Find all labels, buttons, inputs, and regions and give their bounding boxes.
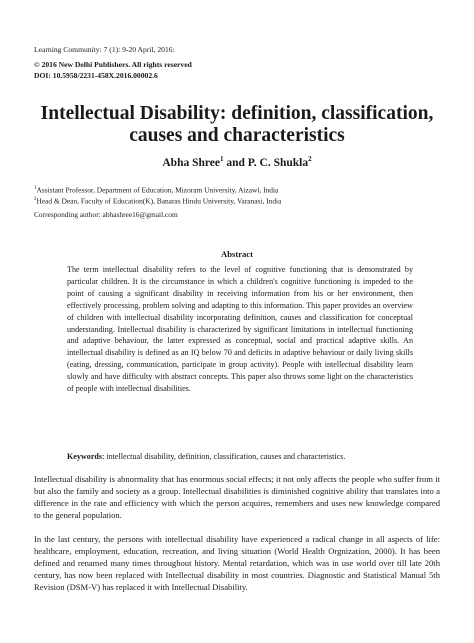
corresponding-author: Corresponding author: abhashree16@gmail.com [34,210,178,219]
title-line-2: causes and characteristics [129,125,345,146]
affiliation-1-mark: 1 [34,186,37,191]
body-paragraph-2: In the last century, the persons with intellectual disability have experienced a radical change in all aspects of life: healthcare, employment, education, recreation, and living situation (World Health Orgnization, 2000). It has been defined and renamed many times throughout history. Mental retardation, which was in use world over till late 20th century, has now been replaced with Intellectual disability in most countries. Diagnostic and Statistical Manual 5th Revision (DSM-V) has replaced it with Intellectual Disability. [34,534,440,592]
keywords [67,451,413,462]
affiliation-2-mark: 2 [34,197,37,202]
copyright-notice: © 2016 New Delhi Publishers. All rights reserved [34,60,192,69]
keywords-label: Keywords [67,452,103,461]
keywords-text: : intellectual disability, definition, classification, causes and characteristics. [102,452,346,461]
author-separator: and [223,156,248,169]
title-line-1: Intellectual Disability: definition, classification, [40,103,434,124]
affiliation-1-text: Assistant Professor, Department of Education, Mizoram University, Aizawl, India [36,185,279,195]
affiliation-2-text: Head & Dean, Faculty of Education(K), Banaras Hindu University, Varanasi, India [36,196,282,206]
affiliation-2 [34,195,281,207]
abstract-heading: Abstract [221,249,253,259]
doi: DOI: 10.5958/2231-458X.2016.00002.6 [34,71,158,80]
author-2: P. C. Shukla [247,156,309,169]
article-title [0,103,474,147]
author-2-mark: 2 [308,155,312,163]
journal-citation: Learning Community: 7 (1): 9-20 April, 2016: [34,45,175,54]
author-1: Abha Shree [162,156,220,169]
author-1-mark: 1 [220,155,224,163]
abstract-text: The term intellectual disability refers to the level of cognitive functioning that is demonstrated by particular children. It is the circumstance in which a children's cognitive functioning is impeded to the point of causing a significant disability in receiving information from his or her environment, then effectively processing, problem solving and adapting to this information. This paper provides an overview of children with intellectual disability incorporating definition, causes and classification for conceptual understanding. Intellectual disability is characterized by significant limitations in intellectual functioning and adaptive behaviour, the latter expressed as conceptual, social and practical adaptive skills. An intellectual disability is defined as an IQ below 70 and deficits in adaptive behaviour or daily living skills (eating, dressing, communication, participate in group activity). People with intellectual disability learn slowly and have difficulty with abstract concepts. This paper also throws some light on the characteristics of people with intellectual disabilities. [67,265,413,394]
author-line [0,155,474,169]
body-paragraph-1: Intellectual disability is abnormality that has enormous social effects; it not only affects the people who suffer from it but also the family and society as a group. Intellectual disabilities is diminished cognitive ability that translates into a difference in the rate and efficiency with which the person acquires, remembers and uses new knowledge compared to the general population. [34,474,440,520]
